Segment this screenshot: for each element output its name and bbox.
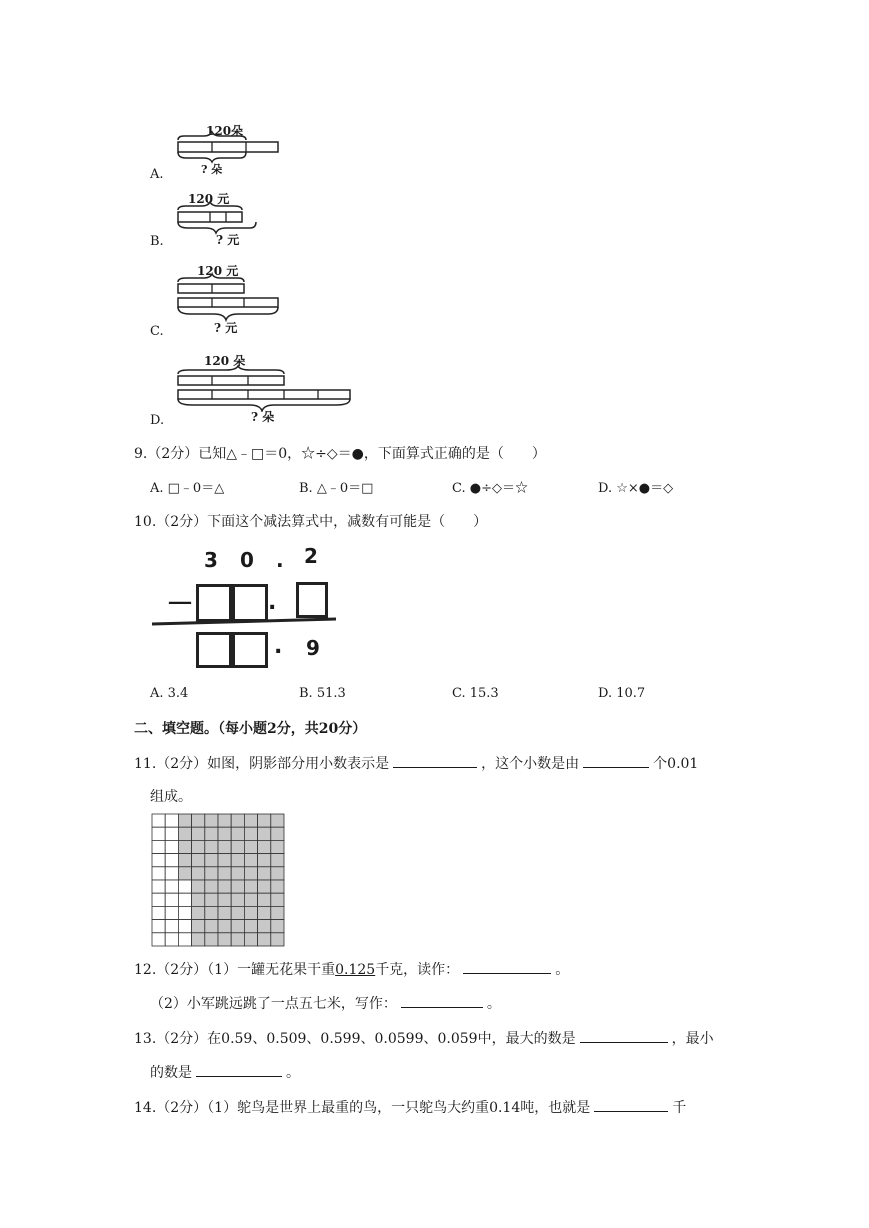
grid-cell-shaded [178,854,191,867]
q13-line-2 [150,1060,300,1083]
q13-blank-1[interactable] [580,1026,668,1043]
q14-text-1: 14.（2分）（1）鸵鸟是世界上最重的鸟，一只鸵鸟大约重0.14吨，也就是 [134,1100,591,1116]
grid-cell [165,880,178,893]
q8-option-d-bottom-label: ? 朵 [251,410,275,424]
grid-cell [178,920,191,933]
q10-stem: 10.（2分）下面这个减法算式中，减数有可能是（ ） [134,514,488,530]
grid-cell [152,933,165,946]
q10-subtraction-figure [150,542,340,672]
grid-cell-shaded [178,827,191,840]
subtraction-line [150,616,340,628]
minuend-digit-2: 0 [240,548,254,572]
grid-cell [152,880,165,893]
minuend-digit-1: 3 [204,548,218,572]
grid-cell-shaded [205,906,218,919]
grid-cell-shaded [244,880,257,893]
grid-cell-shaded [192,814,205,827]
grid-cell-shaded [192,933,205,946]
grid-cell-shaded [218,840,231,853]
grid-cell-shaded [258,893,271,906]
grid-cell-shaded [218,893,231,906]
q8-option-b-letter: B. [150,234,164,249]
grid-cell [165,867,178,880]
grid-cell-shaded [231,906,244,919]
q10-option-a: A. 3.4 [150,686,189,701]
grid-cell-shaded [218,867,231,880]
q8-option-d-letter: D. [150,413,165,428]
grid-cell-shaded [218,906,231,919]
grid-cell-shaded [205,933,218,946]
q11-line-1 [134,751,698,774]
grid-cell-shaded [218,854,231,867]
grid-cell-shaded [192,920,205,933]
subtrahend-point: . [268,590,277,615]
grid-cell-shaded [244,893,257,906]
grid-cell-shaded [231,933,244,946]
q12-end-1: 。 [555,962,570,978]
minuend-point: . [276,548,284,572]
subtrahend-box-3 [296,582,328,618]
q8-option-c-top-label: 120 元 [197,264,239,278]
grid-cell-shaded [218,814,231,827]
grid-cell-shaded [178,814,191,827]
q10-option-c: C. 15.3 [452,686,499,701]
q13-text-1: 13.（2分）在0.59、0.509、0.599、0.0599、0.059中，最大的数是 [134,1031,576,1047]
grid-cell-shaded [231,840,244,853]
grid-cell-shaded [178,840,191,853]
q8-option-a-diagram [172,128,287,168]
q14-text-2: 千 [672,1100,687,1116]
grid-cell-shaded [258,840,271,853]
grid-cell-shaded [244,854,257,867]
grid-cell [152,814,165,827]
q11-text-1: 11.（2分）如图，阴影部分用小数表示是 [134,756,390,772]
grid-cell-shaded [271,893,284,906]
grid-cell-shaded [258,827,271,840]
q13-line-1 [134,1026,714,1049]
grid-cell-shaded [271,880,284,893]
q11-hundred-grid [151,813,285,947]
grid-cell-shaded [271,867,284,880]
q9-option-b: B. △﹣0＝□ [299,481,374,496]
grid-cell [152,920,165,933]
grid-cell [152,893,165,906]
grid-cell-shaded [192,840,205,853]
q8-option-a-bottom-label: ? 朵 [201,163,223,176]
grid-cell-shaded [271,933,284,946]
q11-text-3: 个0.01 [653,756,699,772]
grid-cell-shaded [205,814,218,827]
grid-cell [152,854,165,867]
q13-blank-2[interactable] [196,1060,282,1077]
grid-cell-shaded [244,920,257,933]
q9-stem: 9.（2分）已知△﹣□＝0，☆÷◇＝●，下面算式正确的是（ ） [134,446,546,462]
grid-cell-shaded [192,854,205,867]
q11-blank-1[interactable] [393,751,477,768]
grid-cell-shaded [205,854,218,867]
q14-blank-1[interactable] [594,1095,668,1112]
q12-blank-1[interactable] [463,957,551,974]
grid-cell-shaded [258,814,271,827]
grid-cell-shaded [271,854,284,867]
grid-cell [152,827,165,840]
grid-cell-shaded [231,920,244,933]
grid-cell [178,880,191,893]
grid-cell [165,854,178,867]
q8-option-c-letter: C. [150,324,164,339]
q8-option-c-bottom-label: ? 元 [214,321,238,335]
q10-option-d: D. 10.7 [598,686,646,701]
grid-cell-shaded [231,814,244,827]
grid-cell-shaded [192,893,205,906]
q11-line-2: 组成。 [150,789,192,805]
q12-number: 0.125 [335,962,376,978]
q8-option-b-bottom-label: ? 元 [216,233,240,247]
grid-cell-shaded [205,840,218,853]
section-2-title: 二、填空题。（每小题2分，共20分） [134,721,367,737]
q14-line-1 [134,1095,686,1118]
grid-cell-shaded [231,867,244,880]
minus-sign: － [166,587,195,620]
difference-digit: 9 [306,636,320,660]
grid-cell [152,840,165,853]
grid-cell [178,906,191,919]
q13-text-2: ，最小 [671,1031,714,1047]
grid-cell-shaded [244,827,257,840]
grid-cell [165,840,178,853]
grid-cell [165,920,178,933]
grid-cell-shaded [258,854,271,867]
grid-cell-shaded [178,867,191,880]
grid-cell-shaded [231,854,244,867]
q11-blank-2[interactable] [583,751,649,768]
grid-cell-shaded [244,814,257,827]
grid-cell [178,933,191,946]
grid-cell-shaded [192,906,205,919]
q9-option-a: A. □﹣0＝△ [150,481,225,496]
grid-cell-shaded [192,880,205,893]
grid-cell [165,893,178,906]
q13-text-3: 的数是 [150,1065,192,1081]
q11-text-2: ，这个小数是由 [481,756,580,772]
grid-cell-shaded [258,906,271,919]
grid-cell-shaded [205,867,218,880]
q8-option-d-diagram [172,364,357,412]
grid-cell-shaded [192,827,205,840]
grid-cell [152,867,165,880]
grid-cell-shaded [258,933,271,946]
grid-cell-shaded [271,827,284,840]
q12-text-1: 12.（2分）（1）一罐无花果干重 [134,962,336,978]
grid-cell-shaded [218,920,231,933]
q12-blank-2[interactable] [401,991,483,1008]
q8-option-a-top-label: 120朵 [206,124,244,138]
grid-cell-shaded [258,920,271,933]
grid-cell-shaded [205,827,218,840]
minuend-digit-3: 2 [304,544,318,568]
grid-cell-shaded [205,893,218,906]
grid-cell-shaded [218,880,231,893]
grid-cell-shaded [271,814,284,827]
grid-cell [165,827,178,840]
grid-cell-shaded [218,933,231,946]
grid-cell [165,906,178,919]
grid-cell-shaded [231,880,244,893]
grid-cell [165,933,178,946]
q12-line-2 [150,991,501,1014]
grid-cell-shaded [231,893,244,906]
grid-cell-shaded [192,867,205,880]
grid-cell-shaded [244,933,257,946]
q12-end-2: 。 [486,996,501,1012]
q8-option-a-letter: A. [150,167,164,182]
grid-cell-shaded [218,827,231,840]
grid-cell-shaded [271,840,284,853]
difference-box-2 [232,632,268,668]
difference-box-1 [196,632,232,668]
q10-option-b: B. 51.3 [299,686,346,701]
grid-cell-shaded [271,906,284,919]
q9-option-d: D. ☆×●＝◇ [598,481,674,496]
grid-cell [178,893,191,906]
grid-cell [165,814,178,827]
grid-cell-shaded [205,920,218,933]
q8-option-b-top-label: 120 元 [188,192,230,206]
q9-option-c: C. ●÷◇＝☆ [452,481,528,496]
grid-cell [152,906,165,919]
q12-line-1 [134,957,569,980]
q12-text-3: （2）小军跳远跳了一点五七米，写作： [150,996,397,1012]
difference-point: . [274,634,283,659]
grid-cell-shaded [258,880,271,893]
q8-option-c-diagram [172,274,287,322]
grid-cell-shaded [271,920,284,933]
grid-cell-shaded [231,827,244,840]
grid-cell-shaded [205,880,218,893]
q12-text-2: 千克，读作： [375,962,460,978]
grid-cell-shaded [258,867,271,880]
q8-option-d-top-label: 120 朵 [204,354,246,368]
q13-end: 。 [286,1065,300,1081]
grid-cell-shaded [244,840,257,853]
grid-cell-shaded [244,906,257,919]
grid-cell-shaded [244,867,257,880]
